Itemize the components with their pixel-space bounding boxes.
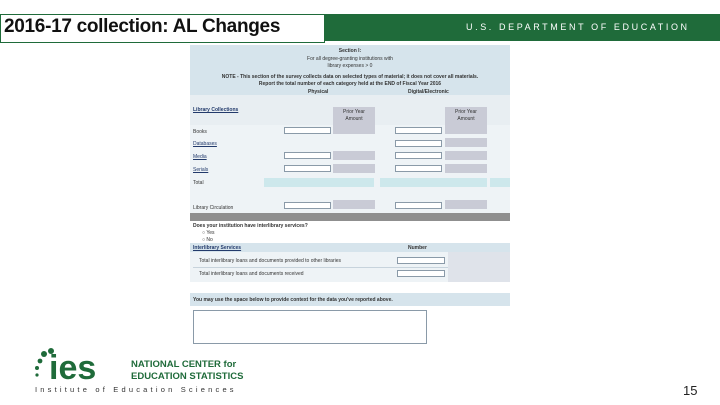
option-no-label: No	[206, 237, 213, 243]
prior-year-physical-label-2: Amount	[345, 116, 363, 122]
logo-dot	[35, 373, 38, 376]
context-textarea[interactable]	[193, 310, 427, 344]
serials-physical-prior	[333, 164, 375, 173]
circulation-digital-input[interactable]	[395, 202, 442, 209]
interlibrary-question: Does your institution have interlibrary services?	[193, 223, 308, 229]
logo-dot	[38, 359, 43, 364]
logo-mark: ies	[49, 349, 97, 387]
databases-digital-prior	[445, 138, 487, 147]
section-label: Section I:	[338, 48, 362, 54]
logo-tagline: Institute of Education Sciences	[35, 385, 237, 394]
serials-digital-input[interactable]	[395, 165, 442, 172]
circulation-physical-input[interactable]	[284, 202, 331, 209]
row-label-total: Total	[193, 180, 204, 186]
interlibrary-heading: Interlibrary Services	[193, 245, 242, 251]
total-total-cell	[490, 178, 510, 187]
prior-year-physical-label-1: Prior Year	[343, 109, 365, 115]
row-label-databases: Databases	[193, 141, 217, 147]
books-digital-input[interactable]	[395, 127, 442, 134]
note-line-2: Report the total number of each category held at the END of Fiscal Year 2016	[258, 81, 442, 87]
slide-title: 2016-17 collection: AL Changes	[4, 16, 281, 37]
books-digital-prior	[445, 125, 487, 134]
interlibrary-filler	[448, 252, 510, 282]
serials-digital-prior	[445, 164, 487, 173]
context-note: You may use the space below to provide context for the data you've reported above.	[193, 297, 393, 303]
media-physical-input[interactable]	[284, 152, 331, 159]
logo-dot	[35, 366, 39, 370]
applies-to-line-2: library expenses > 0	[327, 63, 373, 69]
total-digital-cell	[380, 178, 487, 187]
logo-dot	[41, 351, 47, 357]
note-line-1: NOTE - This section of the survey collects data on selected types of material; it does not cover all materials.	[221, 74, 479, 80]
row-label-media: Media	[193, 154, 207, 160]
prior-year-digital-label-2: Amount	[457, 116, 475, 122]
survey-form	[190, 45, 510, 360]
option-yes[interactable]: ○ Yes	[202, 230, 215, 236]
section-divider	[190, 213, 510, 221]
books-physical-prior	[333, 125, 375, 134]
media-digital-input[interactable]	[395, 152, 442, 159]
option-yes-label: Yes	[206, 230, 215, 236]
col-physical: Physical	[308, 89, 329, 95]
interlibrary-provided-input[interactable]	[397, 257, 445, 264]
interlibrary-received-input[interactable]	[397, 270, 445, 277]
interlibrary-row-received: Total interlibrary loans and documents received	[199, 271, 304, 277]
library-collections-heading: Library Collections	[193, 107, 239, 113]
books-physical-input[interactable]	[284, 127, 331, 134]
interlibrary-row-provided: Total interlibrary loans and documents provided to other libraries	[199, 258, 342, 264]
page-number: 15	[683, 383, 698, 398]
total-physical-cell	[264, 178, 374, 187]
col-digital: Digital/Electronic	[408, 89, 449, 95]
media-digital-prior	[445, 151, 487, 160]
option-no[interactable]: ○ No	[202, 237, 213, 243]
prior-year-digital-label-1: Prior Year	[455, 109, 477, 115]
databases-digital-input[interactable]	[395, 140, 442, 147]
circulation-digital-prior	[445, 200, 487, 209]
library-circulation-label: Library Circulation	[193, 205, 234, 211]
logo-line1: NATIONAL CENTER for	[131, 359, 237, 370]
row-label-books: Books	[193, 129, 207, 135]
serials-physical-input[interactable]	[284, 165, 331, 172]
logo-line2: EDUCATION STATISTICS	[131, 371, 244, 382]
number-heading: Number	[408, 245, 427, 251]
media-physical-prior	[333, 151, 375, 160]
department-label: U.S. DEPARTMENT OF EDUCATION	[466, 22, 690, 32]
ies-logo	[34, 347, 274, 395]
applies-to-line-1: For all degree-granting institutions with	[307, 56, 393, 62]
row-label-serials: Serials	[193, 167, 209, 173]
circulation-physical-prior	[333, 200, 375, 209]
